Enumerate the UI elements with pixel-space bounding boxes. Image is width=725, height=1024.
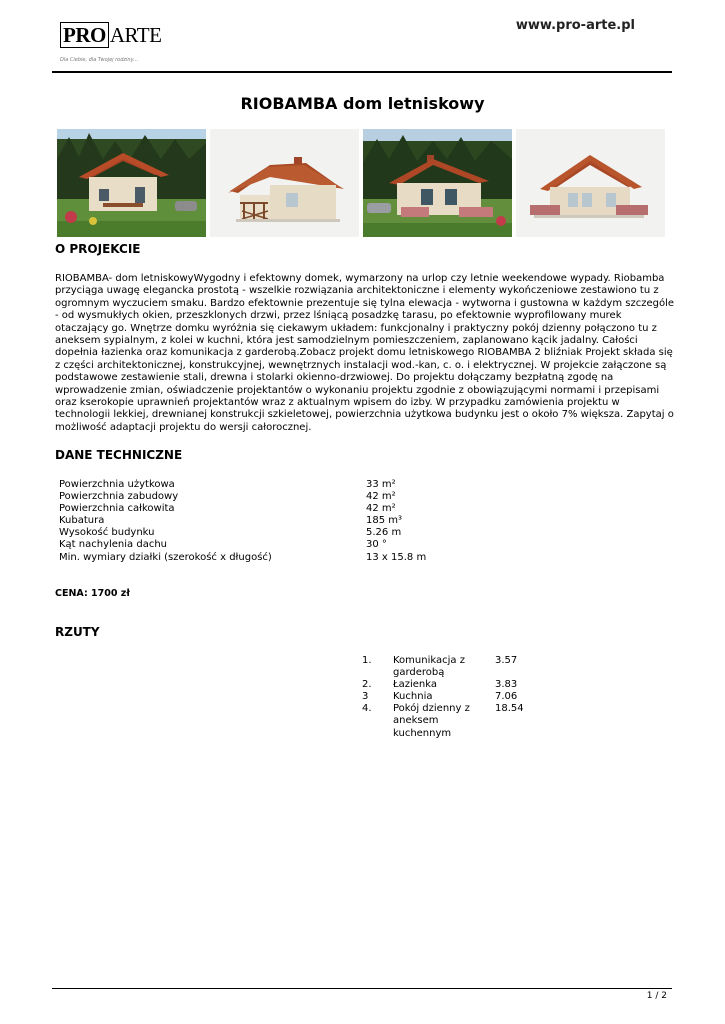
spec-value: 5.26 m [366, 527, 402, 539]
spec-row [59, 515, 426, 527]
spec-label: Wysokość budynku [59, 527, 155, 539]
room-name: Łazienka [393, 679, 438, 691]
logo-tagline: Dla Ciebie, dla Twojej rodziny... [60, 57, 138, 63]
spec-label: Powierzchnia całkowita [59, 503, 175, 515]
room-number: 3 [362, 691, 369, 703]
spec-value: 33 m² [366, 479, 396, 490]
rooms-table [362, 655, 524, 740]
room-name: Komunikacja z garderobą [393, 655, 465, 679]
room-row [362, 655, 524, 679]
room-area: 7.06 [495, 691, 518, 703]
spec-label: Kubatura [59, 515, 105, 527]
room-number: 2. [362, 679, 372, 691]
pro-arte-logo[interactable] [60, 22, 180, 67]
spec-row [59, 527, 426, 539]
room-row [362, 703, 524, 739]
tech-data-heading: DANE TECHNICZNE [55, 448, 183, 462]
page-number: 1 / 2 [646, 991, 667, 1001]
spec-value: 185 m³ [366, 515, 403, 527]
room-row [362, 691, 524, 703]
spec-value: 42 m² [366, 503, 396, 515]
room-row [362, 679, 524, 691]
spec-row [59, 491, 426, 503]
tech-data-table [59, 479, 426, 564]
room-area: 3.57 [495, 655, 518, 666]
house-front-view-photo[interactable] [57, 129, 206, 237]
about-description: RIOBAMBA- dom letniskowyWygodny i efektowny domek, wymarzony na urlop czy letnie weekendowe wypady. Riobamba przyciąga uwagę elegancka prostotą - wszelkie rozwiązania architektoniczne i elementy wykończeniowe zestawiono tu z ogromnym wyczuciem smaku. Bardzo efektownie prezentuje się tylna elewacja - wytworna i gustowna w każdym szczególe - od wysmukłych okien, przeszklonych drzwi, przez lśniącą posadzkę tarasu, po efektownie wyprofilowany murek otaczający go. Wnętrze domku wyróżnia się ciekawym układem: funkcjonalny i praktyczny pokój dzienny połączono tu z aneksem sypialnym, z kolei w kuchni, która jest samodzielnym pomieszczeniem, zaplanowano kącik jadalny. Całości dopełnia łazienka oraz komunikacja z garderobą.Zobacz projekt domu letniskowego RIOBAMBA 2 bliźniak Projekt składa się z części architektonicznej, konstrukcyjnej, wewnętrznych instalacji wod.-kan, c. o. i elektrycznej. W projekcie załączone są podstawowe zestawienie stali, drewna i stolarki okienno-drzwiowej. Do projektu dołączamy bezpłatną zgodę na wprowadzenie zmian, oświadczenie projektantów o wykonaniu projektu zgodnie z obowiązującymi normami i przepisami oraz kserokopie uprawnień projektantów wraz z aktualnym wpisem do izby. W przypadku zamówienia projektu w technologii lekkiej, drewnianej konstrukcji szkieletowej, powierzchnia użytkowa budynku jest o około 7% większa. Zapytaj o możliwość adaptacji projektu do wersji całorocznej. [55, 273, 675, 433]
spec-value: 42 m² [366, 491, 396, 503]
logo-wordmark [60, 22, 180, 48]
room-name: Pokój dzienny z aneksem kuchennym [393, 703, 470, 739]
spec-row [59, 539, 426, 551]
photo-gallery [57, 129, 665, 237]
spec-label: Kąt nachylenia dachu [59, 539, 168, 551]
room-area: 18.54 [495, 703, 524, 715]
page-title: RIOBAMBA dom letniskowy [240, 94, 485, 113]
house-rear-view-photo[interactable] [516, 129, 665, 237]
about-heading: O PROJEKCIE [55, 242, 141, 256]
header-divider [52, 71, 672, 73]
spec-row [59, 552, 426, 564]
logo-pro-text: PRO [60, 22, 109, 48]
house-side-view-photo[interactable] [210, 129, 359, 237]
room-name: Kuchnia [393, 691, 433, 703]
logo-arte-text: ARTE [109, 23, 162, 47]
plans-heading: RZUTY [55, 625, 100, 639]
spec-label: Powierzchnia użytkowa [59, 479, 175, 490]
room-area: 3.83 [495, 679, 518, 691]
room-number: 4. [362, 703, 372, 715]
spec-label: Min. wymiary działki (szerokość x długość) [59, 551, 272, 563]
spec-row [59, 503, 426, 515]
footer-divider [52, 988, 672, 989]
spec-row [59, 479, 426, 491]
house-back-view-photo[interactable] [363, 129, 512, 237]
spec-value: 13 x 15.8 m [366, 551, 427, 563]
spec-label: Powierzchnia zabudowy [59, 491, 179, 503]
site-url-link[interactable]: www.pro-arte.pl [515, 18, 635, 33]
price-label: CENA: 1700 zł [55, 588, 130, 599]
room-number: 1. [362, 655, 372, 666]
spec-value: 30 ° [366, 539, 387, 551]
